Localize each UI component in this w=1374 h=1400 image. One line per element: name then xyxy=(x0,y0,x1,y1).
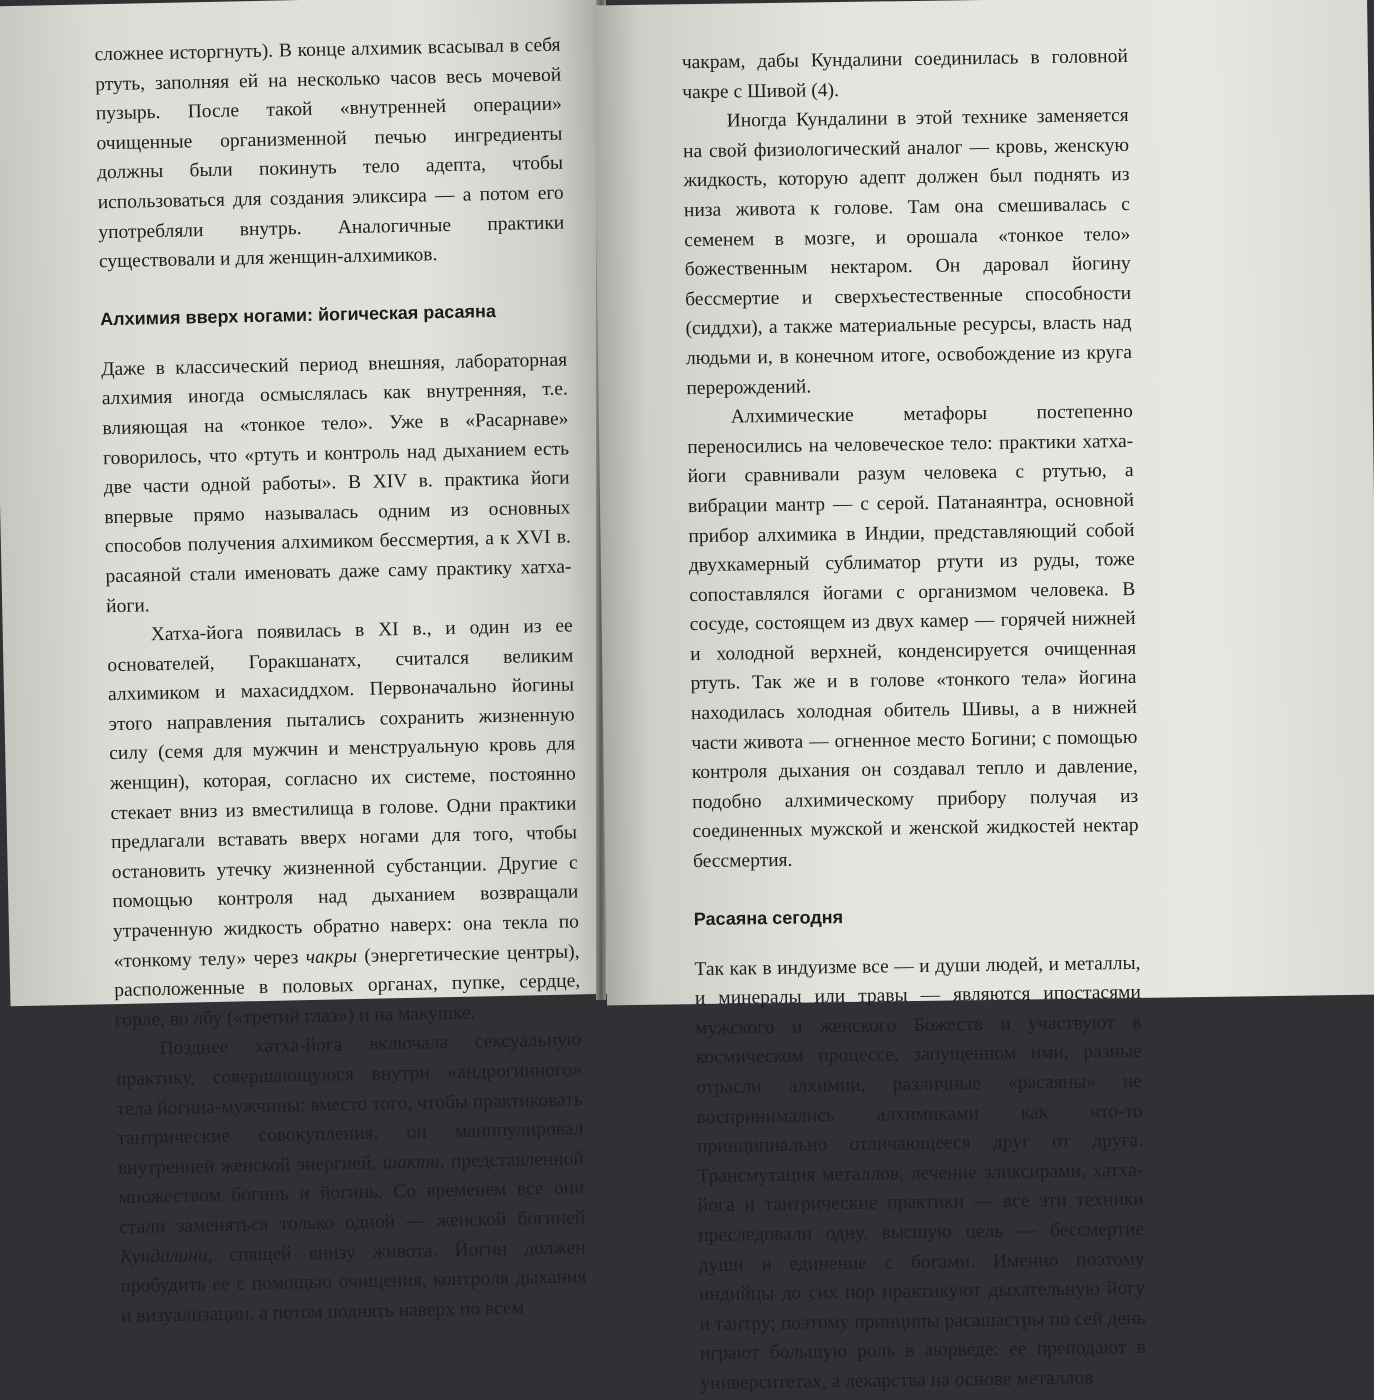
right-paragraph-3: Алхимические метафоры постепенно переносились на человеческое тело: практики хатха-йоги сравнивали разум человека с ртутью, а вибрации мантр — с серой. Патанаянтра, основной прибор алхимика в Индии, представляющий собой двухкамерный сублиматор ртути из руды, тоже сопоставлялся йогами с организмом человека. В сосуде, состоящем из двух камер — горячей нижней и холодной верхней, конденсируется очищенная ртуть. Так же и в голове «тонкого тела» йогина находилась холодная обитель Шивы, а в нижней части живота — огненное место Богини; с помощью контроля дыхания он создавал тепло и давление, подобно алхимическому прибору получая из соединенных мужской и женской жидкостей нектар бессмертия. xyxy=(687,401,1139,873)
left-paragraph-4-part-c: , спящей внизу живота. Йогин должен пробудить ее с помощью очищения, контроля дыхания и визуализации, а потом поднять наверх по всем xyxy=(120,1236,587,1327)
left-paragraph-3 xyxy=(106,612,581,1036)
left-paragraph-4 xyxy=(115,1026,587,1332)
left-paragraph-2: Даже в классический период внешняя, лабораторная алхимия иногда осмыслялась как внутренняя, т.е. влияющая на «тонкое тело». Уже в «Расарнаве» говорилось, что «ртуть и контроль над дыханием есть две части одной работы». В XIV в. практика йоги впервые прямо называлась одним из основных способов получения алхимиком бессмертия, а к XVI в. расаяной стали именовать даже саму практику хатха-йоги. xyxy=(101,349,572,617)
left-paragraph-4-part-a: Позднее хатха-йога включала сексуальную практику, совершающуюся внутри «андрогинного» тела йогина-мужчины: вместо того, чтобы практиковать тантрические совокупления, он манипулировал внутренней женской энергией, xyxy=(115,1029,584,1179)
left-paragraph-4-italic-1: шакти xyxy=(382,1151,440,1174)
right-section-heading: Расаяна сегодня xyxy=(693,906,844,929)
left-paragraph-4-part-b: , представленной множеством богинь и йогинь. Со временем все они стали заменяться только одной — женской богиней xyxy=(118,1148,586,1239)
right-paragraph-4: Так как в индуизме все — и души людей, и металлы, и минералы или травы — являются ипостасями мужского и женского Божеств и участвуют в космическом процессе, запущенном ими, разные отрасли алхимии, различные «расаяны» не воспринимались алхимиками как что-то принципиально отличающееся друг от друга. Трансмутация металлов, лечение эликсирами, хатха-йога и тантрические практики — все эти техники преследовали одну, высшую цель — бессмертие души и единение с богами. Именно поэтому индийцы до сих пор практикуют дыхательную йогу и тантру; поэтому принципы расашастры по сей день играют большую роль в аюрведе: ее преподают в университетах, а лекарства на основе металлов xyxy=(694,952,1146,1395)
left-page-text xyxy=(94,31,587,1332)
right-page-text xyxy=(682,42,1147,1399)
left-paragraph-4-italic-2: Кундалини xyxy=(119,1244,208,1268)
left-paragraph-3-part-a: Хатха-йога появилась в XI в., и один из ее основателей, Горакшанатх, считался великим алхимиком и махасиддхом. Первоначально йогины этого направления пытались сохранить жизненную силу (семя для мужчин и менструальную кровь для женщин), которая, согласно их системе, постоянно стекает вниз из вместилища в голове. Одни практики предлагали вставать вверх ногами для того, чтобы остановить утечку жизненной субстанции. Другие с помощью контроля над дыханием возвращали утраченную жидкость обратно наверх: она текла по «тонкому телу» через xyxy=(107,615,580,972)
left-paragraph-3-part-b: (энергетические центры), расположенные в половых органах, пупке, сердце, горле, во лбу («третий глаз») и на макушке. xyxy=(114,940,581,1031)
right-paragraph-1: чакрам, дабы Кундалини соединилась в головной чакре с Шивой (4). xyxy=(681,45,1128,103)
left-section-heading: Алхимия вверх ногами: йогическая расаяна xyxy=(99,300,497,330)
right-page xyxy=(593,0,1374,1395)
left-page xyxy=(0,0,622,1327)
left-paragraph-3-italic: чакры xyxy=(305,945,358,968)
right-paragraph-2: Иногда Кундалини в этой технике заменяется на свой физиологический аналог — кровь, женскую жидкость, которую адепт должен был поднять из низа живота к голове. Там она смешивалась с семенем в мозге, и орошала «тонкое тело» божественным нектаром. Он даровал йогину бессмертие и сверхъестественные способности (сиддхи), а также материальные ресурсы, власть над людьми и, в конечном итоге, освобождение из круга перерождений. xyxy=(682,105,1133,399)
left-paragraph-1: сложнее исторгнуть). В конце алхимик всасывал в себя ртуть, заполняя ей на несколько часов весь мочевой пузырь. После такой «внутренней операции» очищенные организменной печью ингредиенты должны были покинуть тело адепта, чтобы использоваться для создания эликсира — а потом его употребляли внутрь. Аналогичные практики существовали и для женщин-алхимиков. xyxy=(94,34,565,273)
